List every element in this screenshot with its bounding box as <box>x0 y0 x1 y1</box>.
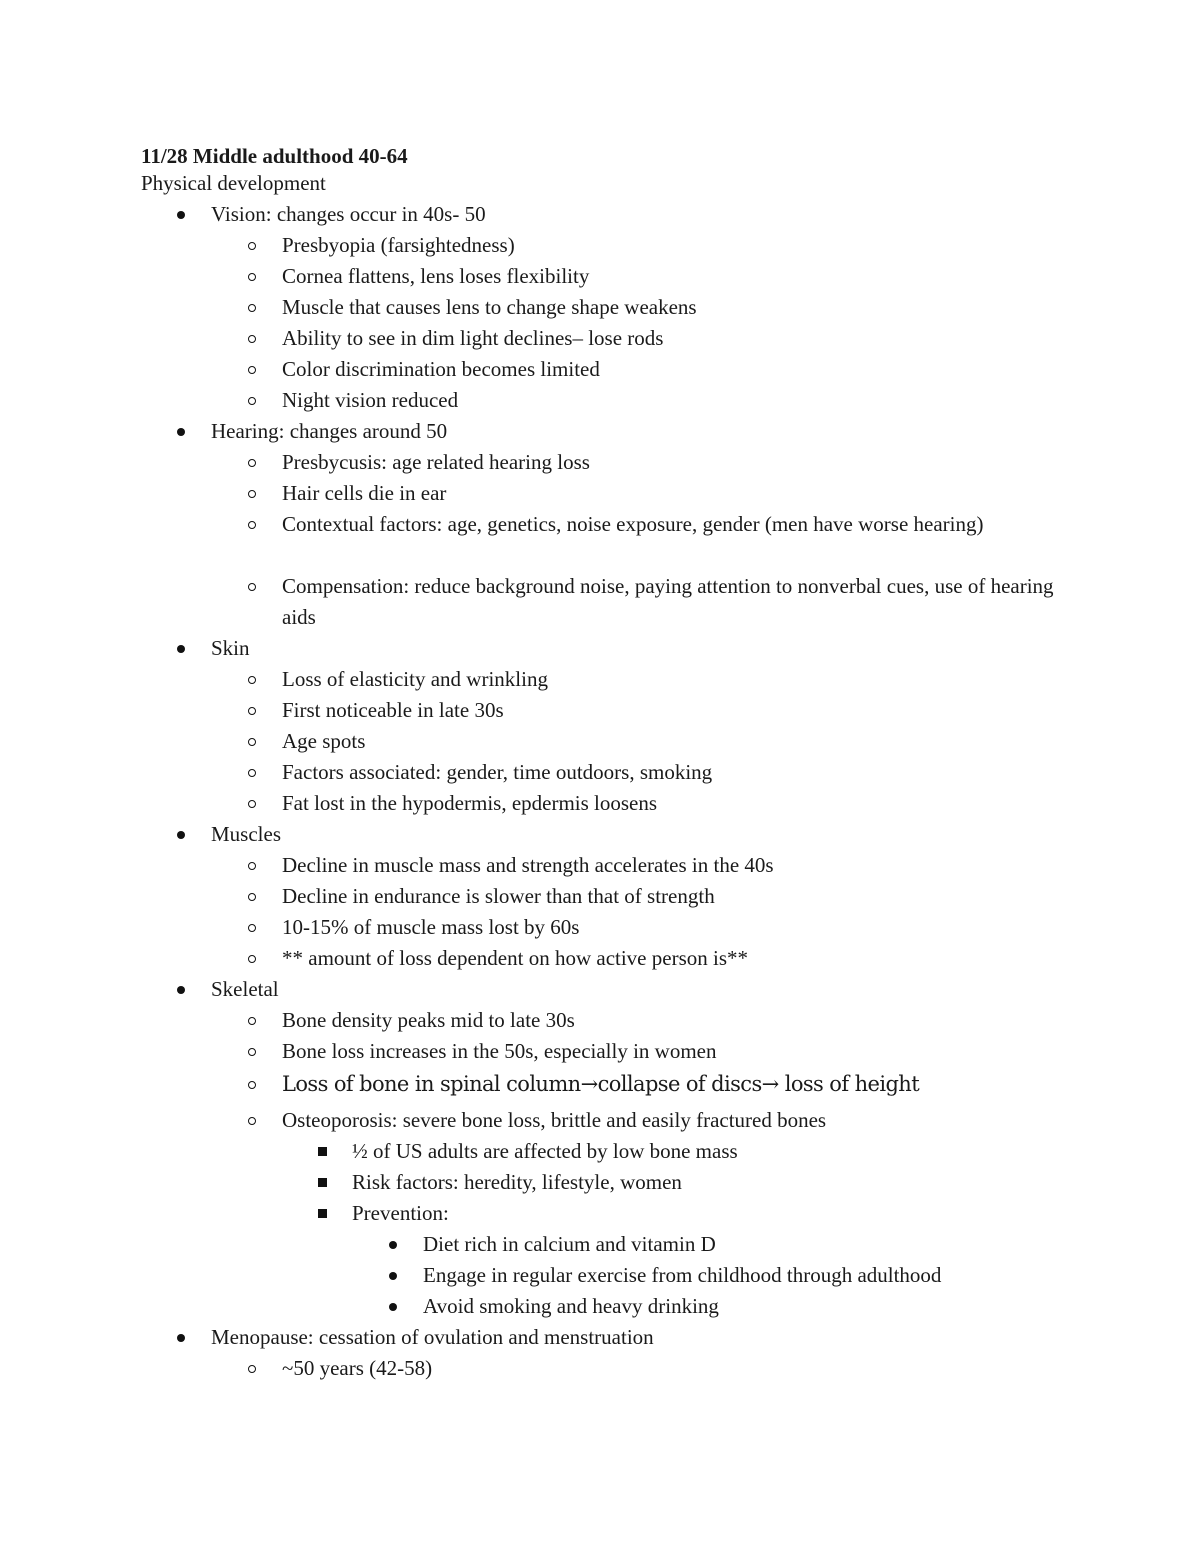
list-item: Engage in regular exercise from childhood through adulthood <box>423 1260 941 1291</box>
list-item: Prevention: <box>352 1198 449 1229</box>
circle-bullet-icon <box>242 726 262 757</box>
bullet-icon <box>383 1229 403 1260</box>
list-item: ** amount of loss dependent on how active person is** <box>282 943 748 974</box>
list-item: Presbycusis: age related hearing loss <box>282 447 590 478</box>
list-item: Age spots <box>282 726 365 757</box>
list-item: Ability to see in dim light declines– lose rods <box>282 323 663 354</box>
list-item: Diet rich in calcium and vitamin D <box>423 1229 716 1260</box>
circle-bullet-icon <box>242 385 262 416</box>
circle-bullet-icon <box>242 1005 262 1036</box>
section-heading: Physical development <box>141 171 326 195</box>
circle-bullet-icon <box>242 261 262 292</box>
bullet-icon <box>383 1260 403 1291</box>
bullet-icon <box>171 819 191 850</box>
list-item: Factors associated: gender, time outdoors, smoking <box>282 757 712 788</box>
list-item: Compensation: reduce background noise, paying attention to nonverbal cues, use of hearing aids <box>282 571 1062 633</box>
bullet-icon <box>383 1291 403 1322</box>
circle-bullet-icon <box>242 1069 262 1100</box>
list-item: Risk factors: heredity, lifestyle, women <box>352 1167 682 1198</box>
circle-bullet-icon <box>242 1105 262 1136</box>
list-item: Bone loss increases in the 50s, especially in women <box>282 1036 717 1067</box>
list-item: Presbyopia (farsightedness) <box>282 230 515 261</box>
list-item: Contextual factors: age, genetics, noise exposure, gender (men have worse hearing) <box>282 509 1002 540</box>
bullet-icon <box>171 974 191 1005</box>
square-bullet-icon <box>312 1167 332 1198</box>
circle-bullet-icon <box>242 1353 262 1384</box>
circle-bullet-icon <box>242 447 262 478</box>
circle-bullet-icon <box>242 1036 262 1067</box>
list-item: Color discrimination becomes limited <box>282 354 600 385</box>
square-bullet-icon <box>312 1198 332 1229</box>
list-item: Decline in muscle mass and strength accelerates in the 40s <box>282 850 774 881</box>
circle-bullet-icon <box>242 571 262 602</box>
list-item-skeletal: Skeletal <box>211 974 279 1005</box>
bullet-icon <box>171 633 191 664</box>
circle-bullet-icon <box>242 664 262 695</box>
list-item: Avoid smoking and heavy drinking <box>423 1291 719 1322</box>
list-item-menopause: Menopause: cessation of ovulation and menstruation <box>211 1322 654 1353</box>
list-item: Osteoporosis: severe bone loss, brittle and easily fractured bones <box>282 1105 826 1136</box>
circle-bullet-icon <box>242 509 262 540</box>
list-item: Muscle that causes lens to change shape weakens <box>282 292 697 323</box>
list-item: Loss of elasticity and wrinkling <box>282 664 548 695</box>
circle-bullet-icon <box>242 230 262 261</box>
list-item: ~50 years (42-58) <box>282 1353 432 1384</box>
list-item: Hair cells die in ear <box>282 478 446 509</box>
circle-bullet-icon <box>242 912 262 943</box>
list-item-skin: Skin <box>211 633 250 664</box>
circle-bullet-icon <box>242 323 262 354</box>
bullet-icon <box>171 1322 191 1353</box>
circle-bullet-icon <box>242 478 262 509</box>
circle-bullet-icon <box>242 850 262 881</box>
list-item: Decline in endurance is slower than that of strength <box>282 881 715 912</box>
square-bullet-icon <box>312 1136 332 1167</box>
list-item: Fat lost in the hypodermis, epdermis loosens <box>282 788 657 819</box>
list-item: Bone density peaks mid to late 30s <box>282 1005 575 1036</box>
list-item-hearing: Hearing: changes around 50 <box>211 416 447 447</box>
circle-bullet-icon <box>242 881 262 912</box>
list-item: Loss of bone in spinal column→collapse of discs→ loss of height <box>282 1069 919 1100</box>
circle-bullet-icon <box>242 695 262 726</box>
list-item-muscles: Muscles <box>211 819 281 850</box>
circle-bullet-icon <box>242 354 262 385</box>
page-title: 11/28 Middle adulthood 40-64 <box>141 144 408 168</box>
circle-bullet-icon <box>242 292 262 323</box>
list-item-vision: Vision: changes occur in 40s- 50 <box>211 199 486 230</box>
bullet-icon <box>171 416 191 447</box>
list-item: ½ of US adults are affected by low bone mass <box>352 1136 738 1167</box>
list-item: First noticeable in late 30s <box>282 695 504 726</box>
circle-bullet-icon <box>242 943 262 974</box>
circle-bullet-icon <box>242 788 262 819</box>
bullet-icon <box>171 199 191 230</box>
list-item: Night vision reduced <box>282 385 458 416</box>
list-item: 10-15% of muscle mass lost by 60s <box>282 912 579 943</box>
circle-bullet-icon <box>242 757 262 788</box>
list-item: Cornea flattens, lens loses flexibility <box>282 261 589 292</box>
